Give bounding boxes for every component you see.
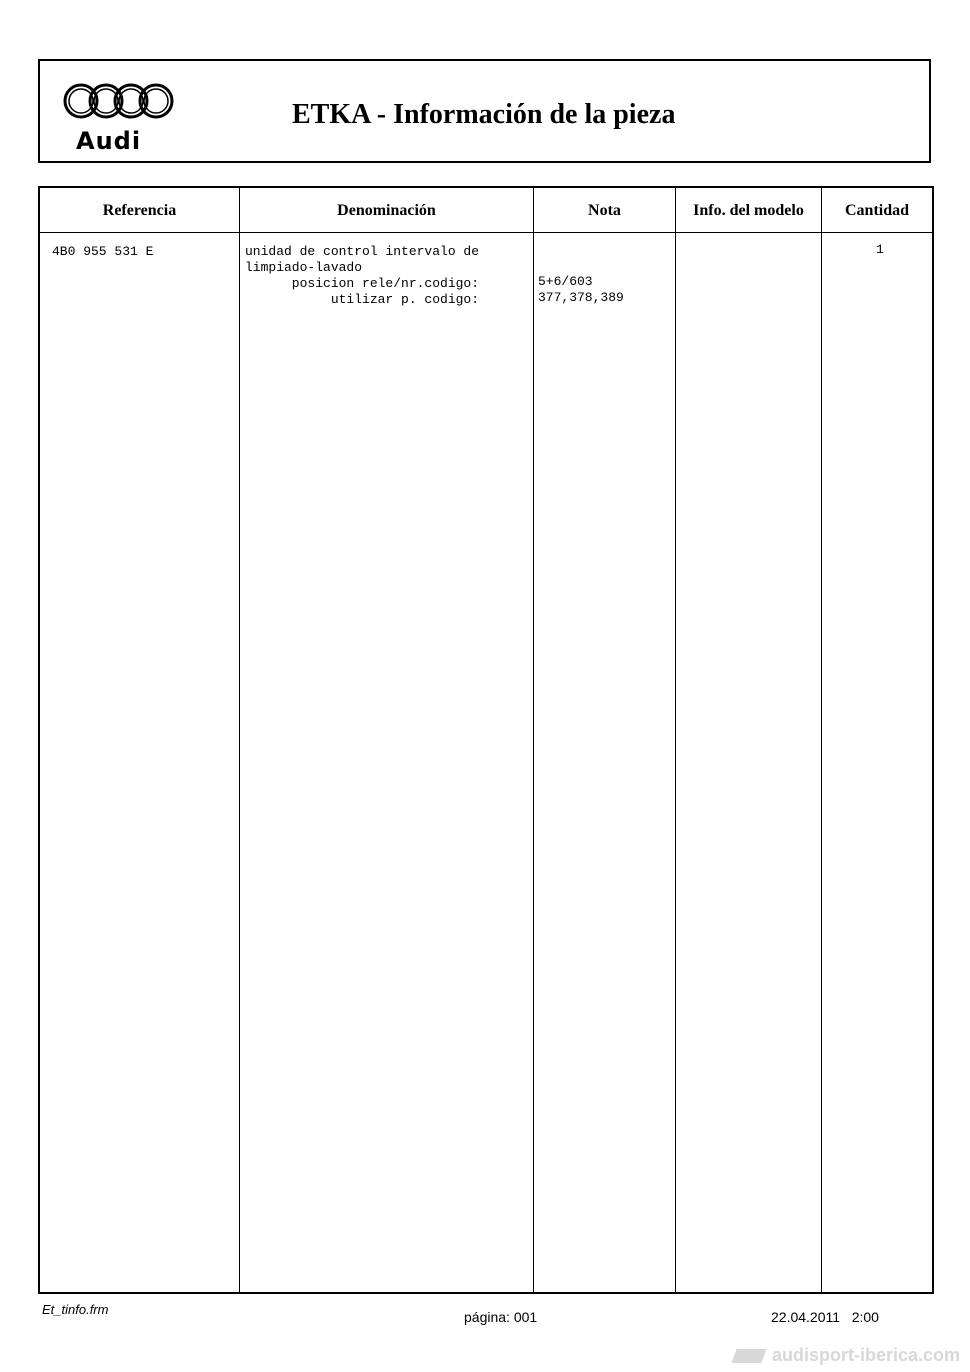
cell-nota-line: 5+6/603	[538, 274, 593, 289]
column-divider	[821, 188, 822, 1292]
parts-table	[38, 186, 934, 1294]
column-header-referencia: Referencia	[102, 202, 177, 219]
cell-nota-line: 377,378,389	[538, 290, 624, 305]
column-divider	[239, 188, 240, 1292]
column-header-nota: Nota	[588, 202, 621, 219]
cell-denominacion-line: posicion rele/nr.codigo:	[245, 276, 480, 291]
column-header-denominacion: Denominación	[337, 202, 436, 219]
header-divider	[40, 232, 932, 233]
cell-denominacion-line: unidad de control intervalo de	[245, 244, 480, 259]
header-box	[38, 59, 931, 163]
watermark-text: audisport-iberica.com	[771, 1345, 960, 1365]
column-header-cantidad: Cantidad	[844, 202, 910, 219]
column-divider	[533, 188, 534, 1292]
footer-filename: Et_tinfo.frm	[42, 1302, 109, 1317]
cell-referencia: 4B0 955 531 E	[52, 244, 154, 259]
footer-datetime: 22.04.2011 2:00	[771, 1309, 879, 1325]
footer-page-number: página: 001	[464, 1309, 538, 1325]
brand-name: Audi	[76, 127, 142, 155]
cell-cantidad: 1	[876, 242, 884, 257]
page-title: ETKA - Información de la pieza	[292, 99, 676, 130]
watermark	[734, 1345, 960, 1366]
column-divider	[675, 188, 676, 1292]
cell-denominacion-line: limpiado-lavado	[245, 260, 363, 275]
cell-denominacion-line: utilizar p. codigo:	[245, 292, 480, 307]
column-header-info-modelo: Info. del modelo	[693, 202, 804, 219]
watermark-logo-icon	[731, 1349, 766, 1363]
